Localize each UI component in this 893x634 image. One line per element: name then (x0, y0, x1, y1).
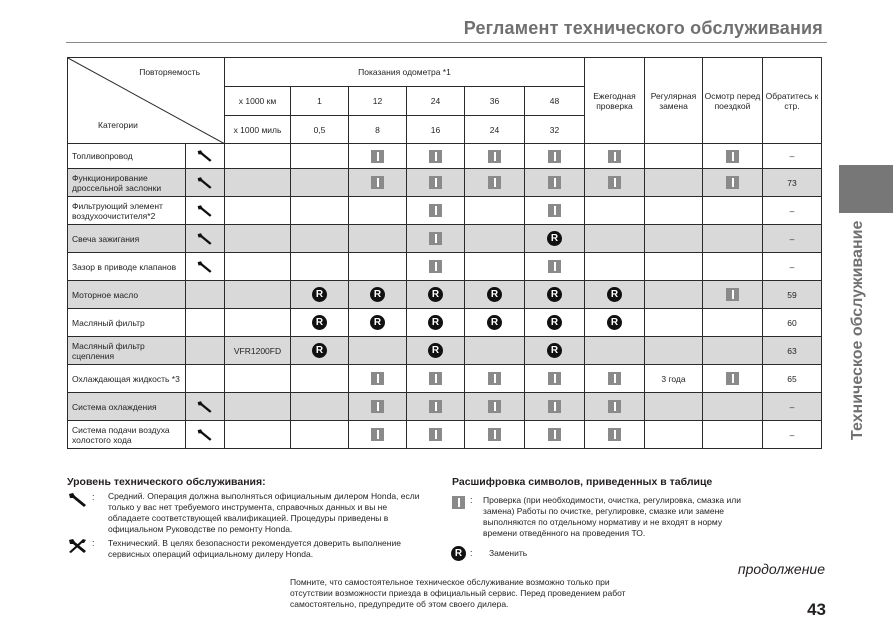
wrench-icon (186, 225, 225, 253)
inspect-icon (488, 176, 501, 189)
table-row (68, 144, 822, 169)
replace-icon: R (428, 343, 443, 358)
replace-icon: R (607, 315, 622, 330)
regular-replacement (645, 281, 703, 309)
table-row (68, 393, 822, 421)
table-row (68, 197, 822, 225)
inspect-symbol (407, 197, 465, 225)
replace-icon: R (370, 287, 385, 302)
model-note (225, 225, 291, 253)
replace-symbol (585, 309, 645, 337)
inspect-icon (608, 372, 621, 385)
inspect-symbol (585, 169, 645, 197)
inspect-icon (371, 372, 384, 385)
replace-symbol (525, 225, 585, 253)
inspect-symbol (407, 169, 465, 197)
category-name: Функционирование дроссельной заслонки (68, 169, 186, 197)
mi-value: 16 (407, 116, 465, 144)
inspect-icon (429, 232, 442, 245)
service-level-intermediate: Средний. Операция должна выполняться официальным дилером Honda, если только у вас нет требуемого инструмента, справочных данных и вы не обладаете соответствующей квалификацией. Процедуры приведены в официальном Руководстве по ремонту Honda. (108, 491, 420, 534)
replace-icon: R (370, 315, 385, 330)
km-value: 1 (291, 87, 349, 116)
inspect-symbol (525, 393, 585, 421)
inspect-symbol (349, 393, 407, 421)
replace-icon: R (312, 315, 327, 330)
mi-value: 24 (465, 116, 525, 144)
inspect-symbol (585, 144, 645, 169)
replace-icon: R (547, 343, 562, 358)
table-row (68, 337, 822, 365)
category-name: Система охлаждения (68, 393, 186, 421)
page-title: Регламент технического обслуживания (463, 18, 823, 38)
wrench-icon (186, 144, 225, 169)
table-row (68, 253, 822, 281)
header-predrive: Осмотр перед поездкой (703, 58, 763, 144)
inspect-symbol (525, 197, 585, 225)
inspect-symbol (465, 169, 525, 197)
replace-symbol (291, 309, 349, 337)
title-rule (66, 42, 827, 43)
replace-icon: R (428, 315, 443, 330)
reference-page: 73 (763, 169, 822, 197)
inspect-symbol (585, 393, 645, 421)
inspect-icon (548, 204, 561, 217)
empty-cell (186, 337, 225, 365)
wrench-icon (186, 393, 225, 421)
inspect-icon (548, 150, 561, 163)
empty-cell (465, 253, 525, 281)
empty-cell (349, 225, 407, 253)
model-note (225, 169, 291, 197)
inspect-symbol (407, 393, 465, 421)
model-note (225, 197, 291, 225)
category-name: Топливопровод (68, 144, 186, 169)
table-row (68, 365, 822, 393)
header-page: Обратитесь к стр. (763, 58, 822, 144)
colon: : (470, 495, 473, 505)
regular-replacement (645, 337, 703, 365)
model-note (225, 309, 291, 337)
maintenance-schedule-table (67, 57, 822, 449)
inspect-icon (371, 400, 384, 413)
inspect-symbol (703, 365, 763, 393)
symbols-legend-title: Расшифровка символов, приведенных в таблице (452, 476, 713, 488)
wrench-icon (186, 197, 225, 225)
header-diagonal-cell (68, 58, 225, 144)
model-note (225, 281, 291, 309)
colon: : (92, 538, 95, 548)
table-row (68, 281, 822, 309)
replace-symbol (407, 309, 465, 337)
inspect-symbol (407, 144, 465, 169)
model-note (225, 253, 291, 281)
colon: : (470, 548, 473, 558)
inspect-icon (371, 150, 384, 163)
reference-page: – (763, 144, 822, 169)
regular-replacement (645, 197, 703, 225)
model-note (225, 365, 291, 393)
replace-icon: R (428, 287, 443, 302)
regular-replacement (645, 309, 703, 337)
inspect-icon (429, 260, 442, 273)
wrench-icon (67, 492, 89, 513)
header-row-odometer (68, 58, 822, 87)
empty-cell (186, 281, 225, 309)
inspect-symbol (525, 421, 585, 449)
inspect-icon (548, 176, 561, 189)
crossed-tools-icon (67, 538, 89, 559)
inspect-icon (548, 260, 561, 273)
mi-value: 0,5 (291, 116, 349, 144)
replace-icon: R (547, 315, 562, 330)
inspect-icon (488, 400, 501, 413)
table-body (68, 144, 822, 449)
regular-replacement (645, 393, 703, 421)
model-note (225, 421, 291, 449)
inspect-symbol (407, 421, 465, 449)
replace-symbol-icon: R (451, 545, 466, 563)
continued-label: продолжение (737, 561, 825, 577)
self-service-note: Помните, что самостоятельное техническое обслуживание возможно только при отсутствии возможности приезда в официальный сервис. Перед проведением работ самостоятельно, предупредите об этом своего дилера. (290, 577, 626, 609)
inspect-symbol (703, 169, 763, 197)
section-side-label: Техническое обслуживание (849, 220, 866, 440)
km-value: 48 (525, 87, 585, 116)
category-name: Зазор в приводе клапанов (68, 253, 186, 281)
table-row (68, 421, 822, 449)
inspect-icon (548, 428, 561, 441)
inspect-icon (608, 400, 621, 413)
km-value: 12 (349, 87, 407, 116)
inspect-symbol (349, 365, 407, 393)
empty-cell (465, 225, 525, 253)
empty-cell (703, 309, 763, 337)
reference-page: 60 (763, 309, 822, 337)
mi-value: 8 (349, 116, 407, 144)
reference-page: 59 (763, 281, 822, 309)
empty-cell (703, 337, 763, 365)
empty-cell (291, 144, 349, 169)
replace-icon: R (312, 287, 327, 302)
empty-cell (703, 197, 763, 225)
empty-cell (585, 197, 645, 225)
inspect-symbol-icon (452, 494, 465, 512)
header-categories-label: Категории (98, 120, 138, 130)
category-name: Свеча зажигания (68, 225, 186, 253)
inspect-symbol (703, 144, 763, 169)
inspect-icon (726, 150, 739, 163)
km-value: 24 (407, 87, 465, 116)
empty-cell (291, 169, 349, 197)
inspect-icon (726, 372, 739, 385)
inspect-icon (488, 372, 501, 385)
inspect-icon (608, 176, 621, 189)
colon: : (92, 492, 95, 502)
km-value: 36 (465, 87, 525, 116)
service-level-technical: Технический. В целях безопасности рекомендуется доверить выполнение сервисных операций официальному дилеру Honda. (108, 538, 401, 559)
mi-value: 32 (525, 116, 585, 144)
replace-symbol (585, 281, 645, 309)
inspect-symbol (407, 225, 465, 253)
empty-cell (585, 253, 645, 281)
category-name: Масляный фильтр (68, 309, 186, 337)
inspect-icon (548, 372, 561, 385)
inspect-icon (371, 176, 384, 189)
empty-cell (465, 197, 525, 225)
inspect-symbol (703, 281, 763, 309)
inspect-icon (429, 150, 442, 163)
replace-icon: R (547, 287, 562, 302)
empty-cell (349, 253, 407, 281)
reference-page: – (763, 393, 822, 421)
inspect-symbol (465, 365, 525, 393)
replace-icon: R (487, 287, 502, 302)
regular-replacement: 3 года (645, 365, 703, 393)
empty-cell (291, 421, 349, 449)
inspect-icon (488, 428, 501, 441)
empty-cell (291, 197, 349, 225)
unit-km: x 1000 км (225, 87, 291, 116)
reference-page: 65 (763, 365, 822, 393)
inspect-symbol (525, 144, 585, 169)
replace-icon: R (312, 343, 327, 358)
reference-page: – (763, 197, 822, 225)
wrench-icon (186, 421, 225, 449)
empty-cell (703, 421, 763, 449)
replace-symbol (465, 309, 525, 337)
empty-cell (291, 225, 349, 253)
inspect-symbol (525, 169, 585, 197)
inspect-symbol (465, 144, 525, 169)
replace-icon: R (487, 315, 502, 330)
replace-symbol (349, 281, 407, 309)
model-note (225, 393, 291, 421)
empty-cell (186, 365, 225, 393)
inspect-symbol (407, 365, 465, 393)
empty-cell (585, 225, 645, 253)
inspect-icon (488, 150, 501, 163)
replace-symbol (349, 309, 407, 337)
empty-cell (465, 337, 525, 365)
inspect-symbol (585, 421, 645, 449)
category-name: Масляный фильтр сцепления (68, 337, 186, 365)
replace-symbol (525, 281, 585, 309)
inspect-icon (726, 176, 739, 189)
reference-page: – (763, 253, 822, 281)
service-level-title: Уровень технического обслуживания: (67, 476, 266, 488)
regular-replacement (645, 253, 703, 281)
wrench-icon (186, 253, 225, 281)
regular-replacement (645, 169, 703, 197)
empty-cell (703, 393, 763, 421)
regular-replacement (645, 421, 703, 449)
inspect-icon (429, 400, 442, 413)
regular-replacement (645, 144, 703, 169)
empty-cell (291, 365, 349, 393)
inspect-icon (608, 150, 621, 163)
inspect-symbol (349, 169, 407, 197)
replace-symbol (465, 281, 525, 309)
reference-page: 63 (763, 337, 822, 365)
category-name: Моторное масло (68, 281, 186, 309)
reference-page: – (763, 225, 822, 253)
empty-cell (291, 393, 349, 421)
model-note (225, 144, 291, 169)
header-regular: Регулярная замена (645, 58, 703, 144)
inspect-icon (429, 176, 442, 189)
category-name: Фильтрующий элемент воздухоочистителя*2 (68, 197, 186, 225)
header-odometer: Показания одометра *1 (225, 58, 585, 87)
inspect-symbol (465, 393, 525, 421)
empty-cell (186, 309, 225, 337)
regular-replacement (645, 225, 703, 253)
empty-cell (585, 337, 645, 365)
header-annual: Ежегодная проверка (585, 58, 645, 144)
empty-cell (291, 253, 349, 281)
inspect-icon (429, 428, 442, 441)
page-number: 43 (807, 600, 826, 619)
replace-symbol (407, 337, 465, 365)
replace-symbol (291, 281, 349, 309)
table-row (68, 309, 822, 337)
inspect-symbol (407, 253, 465, 281)
inspect-icon (429, 204, 442, 217)
empty-cell (349, 337, 407, 365)
replace-symbol (525, 309, 585, 337)
wrench-icon (186, 169, 225, 197)
inspect-icon (726, 288, 739, 301)
inspect-symbol (585, 365, 645, 393)
empty-cell (703, 225, 763, 253)
inspect-symbol (525, 365, 585, 393)
inspect-symbol (525, 253, 585, 281)
inspect-symbol (465, 421, 525, 449)
empty-cell (703, 253, 763, 281)
unit-mi: x 1000 миль (225, 116, 291, 144)
replace-symbol (525, 337, 585, 365)
replace-symbol (407, 281, 465, 309)
reference-page: – (763, 421, 822, 449)
symbol-inspect-description: Проверка (при необходимости, очистка, регулировка, смазка или замена) Работы по очистке, регулировке, смазке или замене выполняются по отдельному нормативу и не входят в норму времени отведённого на проведения ТО. (483, 495, 741, 538)
empty-cell (349, 197, 407, 225)
replace-icon: R (547, 231, 562, 246)
model-note: VFR1200FD (225, 337, 291, 365)
table-row (68, 225, 822, 253)
table-row (68, 169, 822, 197)
replace-icon: R (607, 287, 622, 302)
header-repeat-label: Повторяемость (139, 67, 200, 77)
section-tab-marker (839, 165, 893, 213)
category-name: Система подачи воздуха холостого хода (68, 421, 186, 449)
inspect-symbol (349, 421, 407, 449)
replace-symbol (291, 337, 349, 365)
category-name: Охлаждающая жидкость *3 (68, 365, 186, 393)
inspect-icon (429, 372, 442, 385)
inspect-symbol (349, 144, 407, 169)
inspect-icon (371, 428, 384, 441)
symbol-replace-description: Заменить (489, 548, 528, 558)
inspect-icon (608, 428, 621, 441)
inspect-icon (548, 400, 561, 413)
